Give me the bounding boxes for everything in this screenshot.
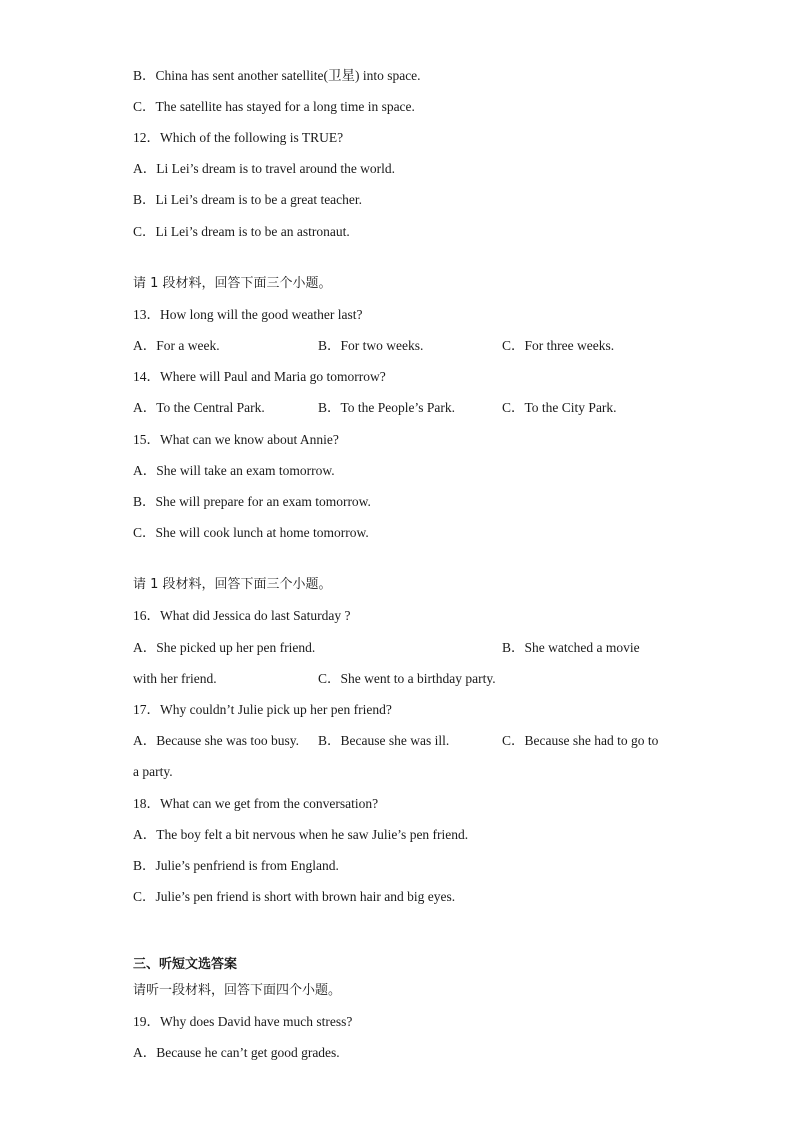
line-q12-option-b: B．Li Lei’s dream is to be a great teacher. — [133, 192, 363, 207]
line-q18-option-a: A．The boy felt a bit nervous when he saw Julie’s pen friend. — [133, 827, 469, 842]
line-q13-option-a: A．For a week. — [133, 338, 220, 353]
section-heading-3: 三、听短文选答案 — [133, 957, 238, 972]
line-q16-option-b: B．She watched a movie — [502, 640, 640, 655]
line-q14-option-a: A．To the Central Park. — [133, 400, 265, 415]
line-q17-option-b: B．Because she was ill. — [318, 733, 450, 748]
question-13: 13．How long will the good weather last? — [133, 307, 363, 322]
question-17: 17．Why couldn’t Julie pick up her pen friend? — [133, 702, 392, 717]
line-q17-option-c-cont: a party. — [133, 764, 173, 779]
question-18: 18．What can we get from the conversation? — [133, 796, 379, 811]
instruction-19: 请听一段材料，回答下面四个小题。 — [133, 983, 342, 998]
line-q15-option-a: A．She will take an exam tomorrow. — [133, 463, 335, 478]
line-q15-option-b: B．She will prepare for an exam tomorrow. — [133, 494, 371, 509]
line-q12-option-a: A．Li Lei’s dream is to travel around the world. — [133, 161, 396, 176]
line-q19-option-a: A．Because he can’t get good grades. — [133, 1045, 340, 1060]
line-q14-option-b: B．To the People’s Park. — [318, 400, 456, 415]
question-12: 12．Which of the following is TRUE? — [133, 130, 344, 145]
question-15: 15．What can we know about Annie? — [133, 432, 339, 447]
line-q17-option-a: A．Because she was too busy. — [133, 733, 299, 748]
line-q16-option-b-cont: with her friend. — [133, 671, 217, 686]
line-q14-option-c: C．To the City Park. — [502, 400, 617, 415]
line-q11-option-b: B．China has sent another satellite(卫星) into space. — [133, 68, 421, 83]
question-19: 19．Why does David have much stress? — [133, 1014, 353, 1029]
line-q13-option-b: B．For two weeks. — [318, 338, 424, 353]
instruction-13-15: 请 1 段材料，回答下面三个小题。 — [133, 276, 332, 291]
question-16: 16．What did Jessica do last Saturday ? — [133, 608, 351, 623]
line-q13-option-c: C．For three weeks. — [502, 338, 615, 353]
line-q12-option-c: C．Li Lei’s dream is to be an astronaut. — [133, 224, 350, 239]
line-q16-option-c: C．She went to a birthday party. — [318, 671, 496, 686]
line-q16-option-a: A．She picked up her pen friend. — [133, 640, 316, 655]
line-q11-option-c: C．The satellite has stayed for a long time in space. — [133, 99, 415, 114]
line-q17-option-c: C．Because she had to go to — [502, 733, 659, 748]
line-q18-option-b: B．Julie’s penfriend is from England. — [133, 858, 339, 873]
instruction-16-18: 请 1 段材料，回答下面三个小题。 — [133, 577, 332, 592]
question-14: 14．Where will Paul and Maria go tomorrow? — [133, 369, 386, 384]
line-q15-option-c: C．She will cook lunch at home tomorrow. — [133, 525, 369, 540]
line-q18-option-c: C．Julie’s pen friend is short with brown hair and big eyes. — [133, 889, 456, 904]
